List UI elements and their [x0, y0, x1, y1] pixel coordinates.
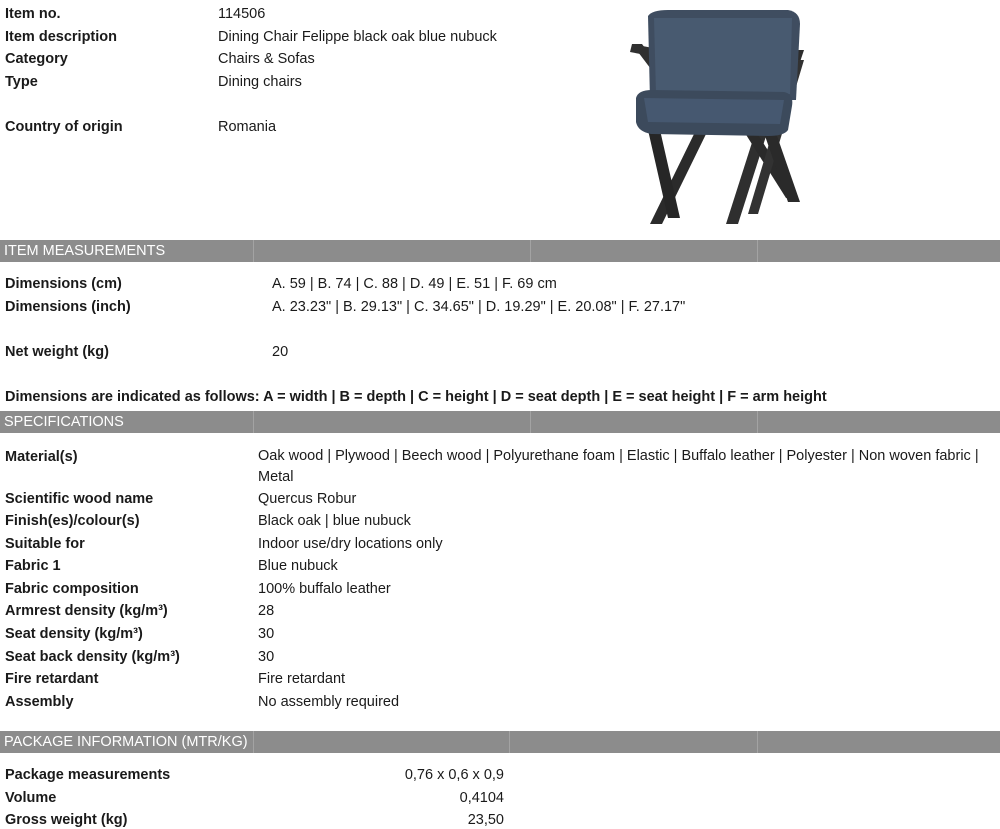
material-value: Oak wood | Plywood | Beech wood | Polyurethane foam | Elastic | Buffalo leather | Polyester | Non woven fabric | Metal — [258, 448, 979, 485]
volume-value: 0,4104 — [459, 790, 504, 806]
category-label: Category — [5, 51, 68, 67]
fabric-composition-label: Fabric composition — [5, 581, 139, 597]
seat-density-label: Seat density (kg/m³) — [5, 626, 143, 642]
seat-density-value: 30 — [258, 626, 275, 642]
chair-upholstery — [636, 10, 800, 136]
fire-retardant-label: Fire retardant — [5, 671, 99, 687]
item-no-value: 114506 — [218, 6, 266, 22]
scientific-wood-label: Scientific wood name — [5, 491, 154, 507]
fire-retardant-value: Fire retardant — [258, 671, 346, 687]
type-label: Type — [5, 74, 38, 90]
seat-back-density-label: Seat back density (kg/m³) — [5, 649, 180, 665]
package-measurements-label: Package measurements — [5, 767, 171, 783]
fabric-composition-value: 100% buffalo leather — [258, 581, 391, 597]
specifications-header — [0, 411, 1000, 433]
armrest-density-value: 28 — [258, 603, 275, 619]
dimensions-inch-value: A. 23.23" | B. 29.13" | C. 34.65" | D. 19.29" | E. 20.08" | F. 27.17" — [272, 299, 686, 315]
item-description-value: Dining Chair Felippe black oak blue nubuck — [218, 29, 497, 45]
dimensions-cm-label: Dimensions (cm) — [5, 276, 122, 292]
suitable-for-label: Suitable for — [5, 536, 85, 552]
net-weight-value: 20 — [272, 344, 289, 360]
item-measurements-header — [0, 240, 1000, 262]
package-information-header — [0, 731, 1000, 753]
armrest-density-label: Armrest density (kg/m³) — [5, 603, 168, 619]
material-label: Material(s) — [5, 449, 78, 465]
scientific-wood-value: Quercus Robur — [258, 491, 357, 507]
suitable-for-value: Indoor use/dry locations only — [258, 536, 443, 552]
finish-label: Finish(es)/colour(s) — [5, 513, 140, 529]
fabric-1-label: Fabric 1 — [5, 558, 61, 574]
assembly-value: No assembly required — [258, 694, 400, 710]
item-no-label: Item no. — [5, 6, 61, 22]
dimensions-inch-label: Dimensions (inch) — [5, 299, 131, 315]
dimensions-cm-value: A. 59 | B. 74 | C. 88 | D. 49 | E. 51 | F. 69 cm — [272, 276, 557, 292]
package-measurements-value: 0,76 x 0,6 x 0,9 — [404, 767, 504, 783]
package-information-title: PACKAGE INFORMATION (MTR/KG) — [4, 734, 248, 750]
net-weight-label: Net weight (kg) — [5, 344, 109, 360]
volume-label: Volume — [5, 790, 57, 806]
item-description-label: Item description — [5, 29, 117, 45]
gross-weight-value: 23,50 — [467, 812, 504, 828]
country-value: Romania — [218, 119, 277, 135]
specifications-title: SPECIFICATIONS — [4, 414, 124, 430]
item-measurements-title: ITEM MEASUREMENTS — [4, 243, 166, 259]
assembly-label: Assembly — [5, 694, 74, 710]
category-value: Chairs & Sofas — [218, 51, 315, 67]
country-label: Country of origin — [5, 119, 123, 135]
fabric-1-value: Blue nubuck — [258, 558, 338, 574]
type-value: Dining chairs — [218, 74, 302, 90]
finish-value: Black oak | blue nubuck — [258, 513, 411, 529]
dimensions-note: Dimensions are indicated as follows: A = width | B = depth | C = height | D = seat depth | E = seat height | F = arm height — [5, 389, 827, 405]
seat-back-density-value: 30 — [258, 649, 275, 665]
gross-weight-label: Gross weight (kg) — [5, 812, 128, 828]
chair-image — [608, 2, 818, 227]
